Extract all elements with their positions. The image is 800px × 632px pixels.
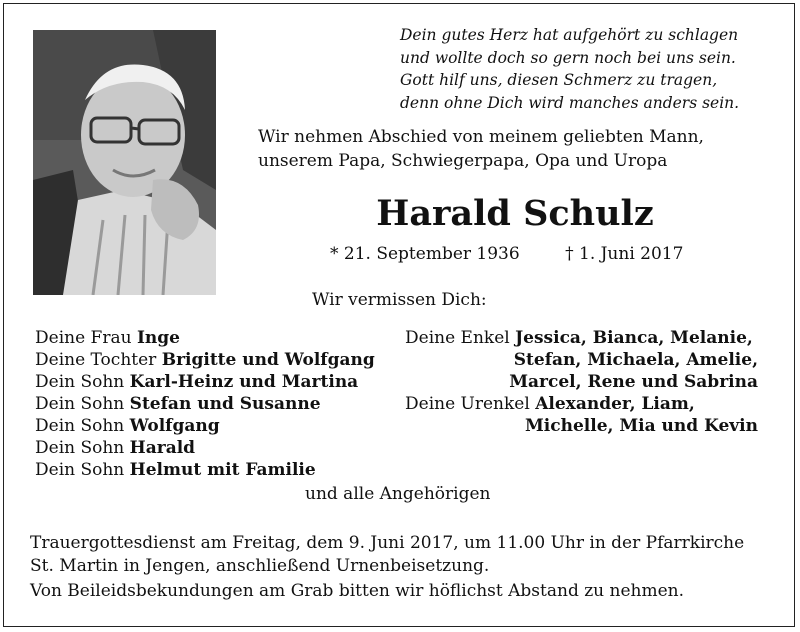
poem-line: Dein gutes Herz hat aufgehört zu schlagen xyxy=(400,26,739,44)
memorial-poem xyxy=(400,24,780,114)
grandchildren-line: Stefan, Michaela, Amelie, xyxy=(513,350,758,370)
farewell-line: Wir nehmen Abschied von meinem geliebten Mann, xyxy=(258,127,704,147)
deceased-name: Harald Schulz xyxy=(376,193,654,234)
death-date: † 1. Juni 2017 xyxy=(565,244,684,264)
service-line: Trauergottesdienst am Freitag, dem 9. Juni 2017, um 11.00 Uhr in der Pfarrkirche xyxy=(30,533,745,553)
poem-line: Gott hilf uns, diesen Schmerz zu tragen, xyxy=(400,71,718,89)
family-entry: Dein Sohn Wolfgang xyxy=(35,416,220,436)
farewell-line: unserem Papa, Schwiegerpapa, Opa und Uropa xyxy=(258,151,668,171)
great-grandchildren-line: Michelle, Mia und Kevin xyxy=(524,416,758,436)
condolence-note: Von Beileidsbekundungen am Grab bitten wir höflichst Abstand zu nehmen. xyxy=(30,581,685,601)
life-dates xyxy=(330,244,683,264)
family-entry: Deine Frau Inge xyxy=(35,328,180,348)
grandchildren-entry: Deine Enkel Jessica, Bianca, Melanie, xyxy=(405,328,753,348)
family-entry: Dein Sohn Karl-Heinz und Martina xyxy=(35,372,359,392)
family-entry: Dein Sohn Stefan und Susanne xyxy=(35,394,321,414)
service-line: St. Martin in Jengen, anschließend Urnenbeisetzung. xyxy=(30,556,490,576)
family-list-left xyxy=(35,327,375,481)
family-entry: Dein Sohn Harald xyxy=(35,438,196,458)
family-entry: Dein Sohn Helmut mit Familie xyxy=(35,460,316,480)
grandchildren-line: Marcel, Rene und Sabrina xyxy=(509,372,758,392)
birth-date: * 21. September 1936 xyxy=(330,244,520,264)
portrait-photo xyxy=(33,30,216,295)
farewell-text xyxy=(258,125,778,173)
family-entry: Deine Tochter Brigitte und Wolfgang xyxy=(35,350,375,370)
all-relatives-text: und alle Angehörigen xyxy=(305,484,491,504)
funeral-service-info xyxy=(30,532,780,578)
poem-line: und wollte doch so gern noch bei uns sein. xyxy=(400,48,736,67)
poem-line: denn ohne Dich wird manches anders sein. xyxy=(400,93,740,112)
family-list-right xyxy=(405,327,758,437)
great-grandchildren-entry: Deine Urenkel Alexander, Liam, xyxy=(405,394,695,414)
miss-you-text: Wir vermissen Dich: xyxy=(312,290,487,310)
